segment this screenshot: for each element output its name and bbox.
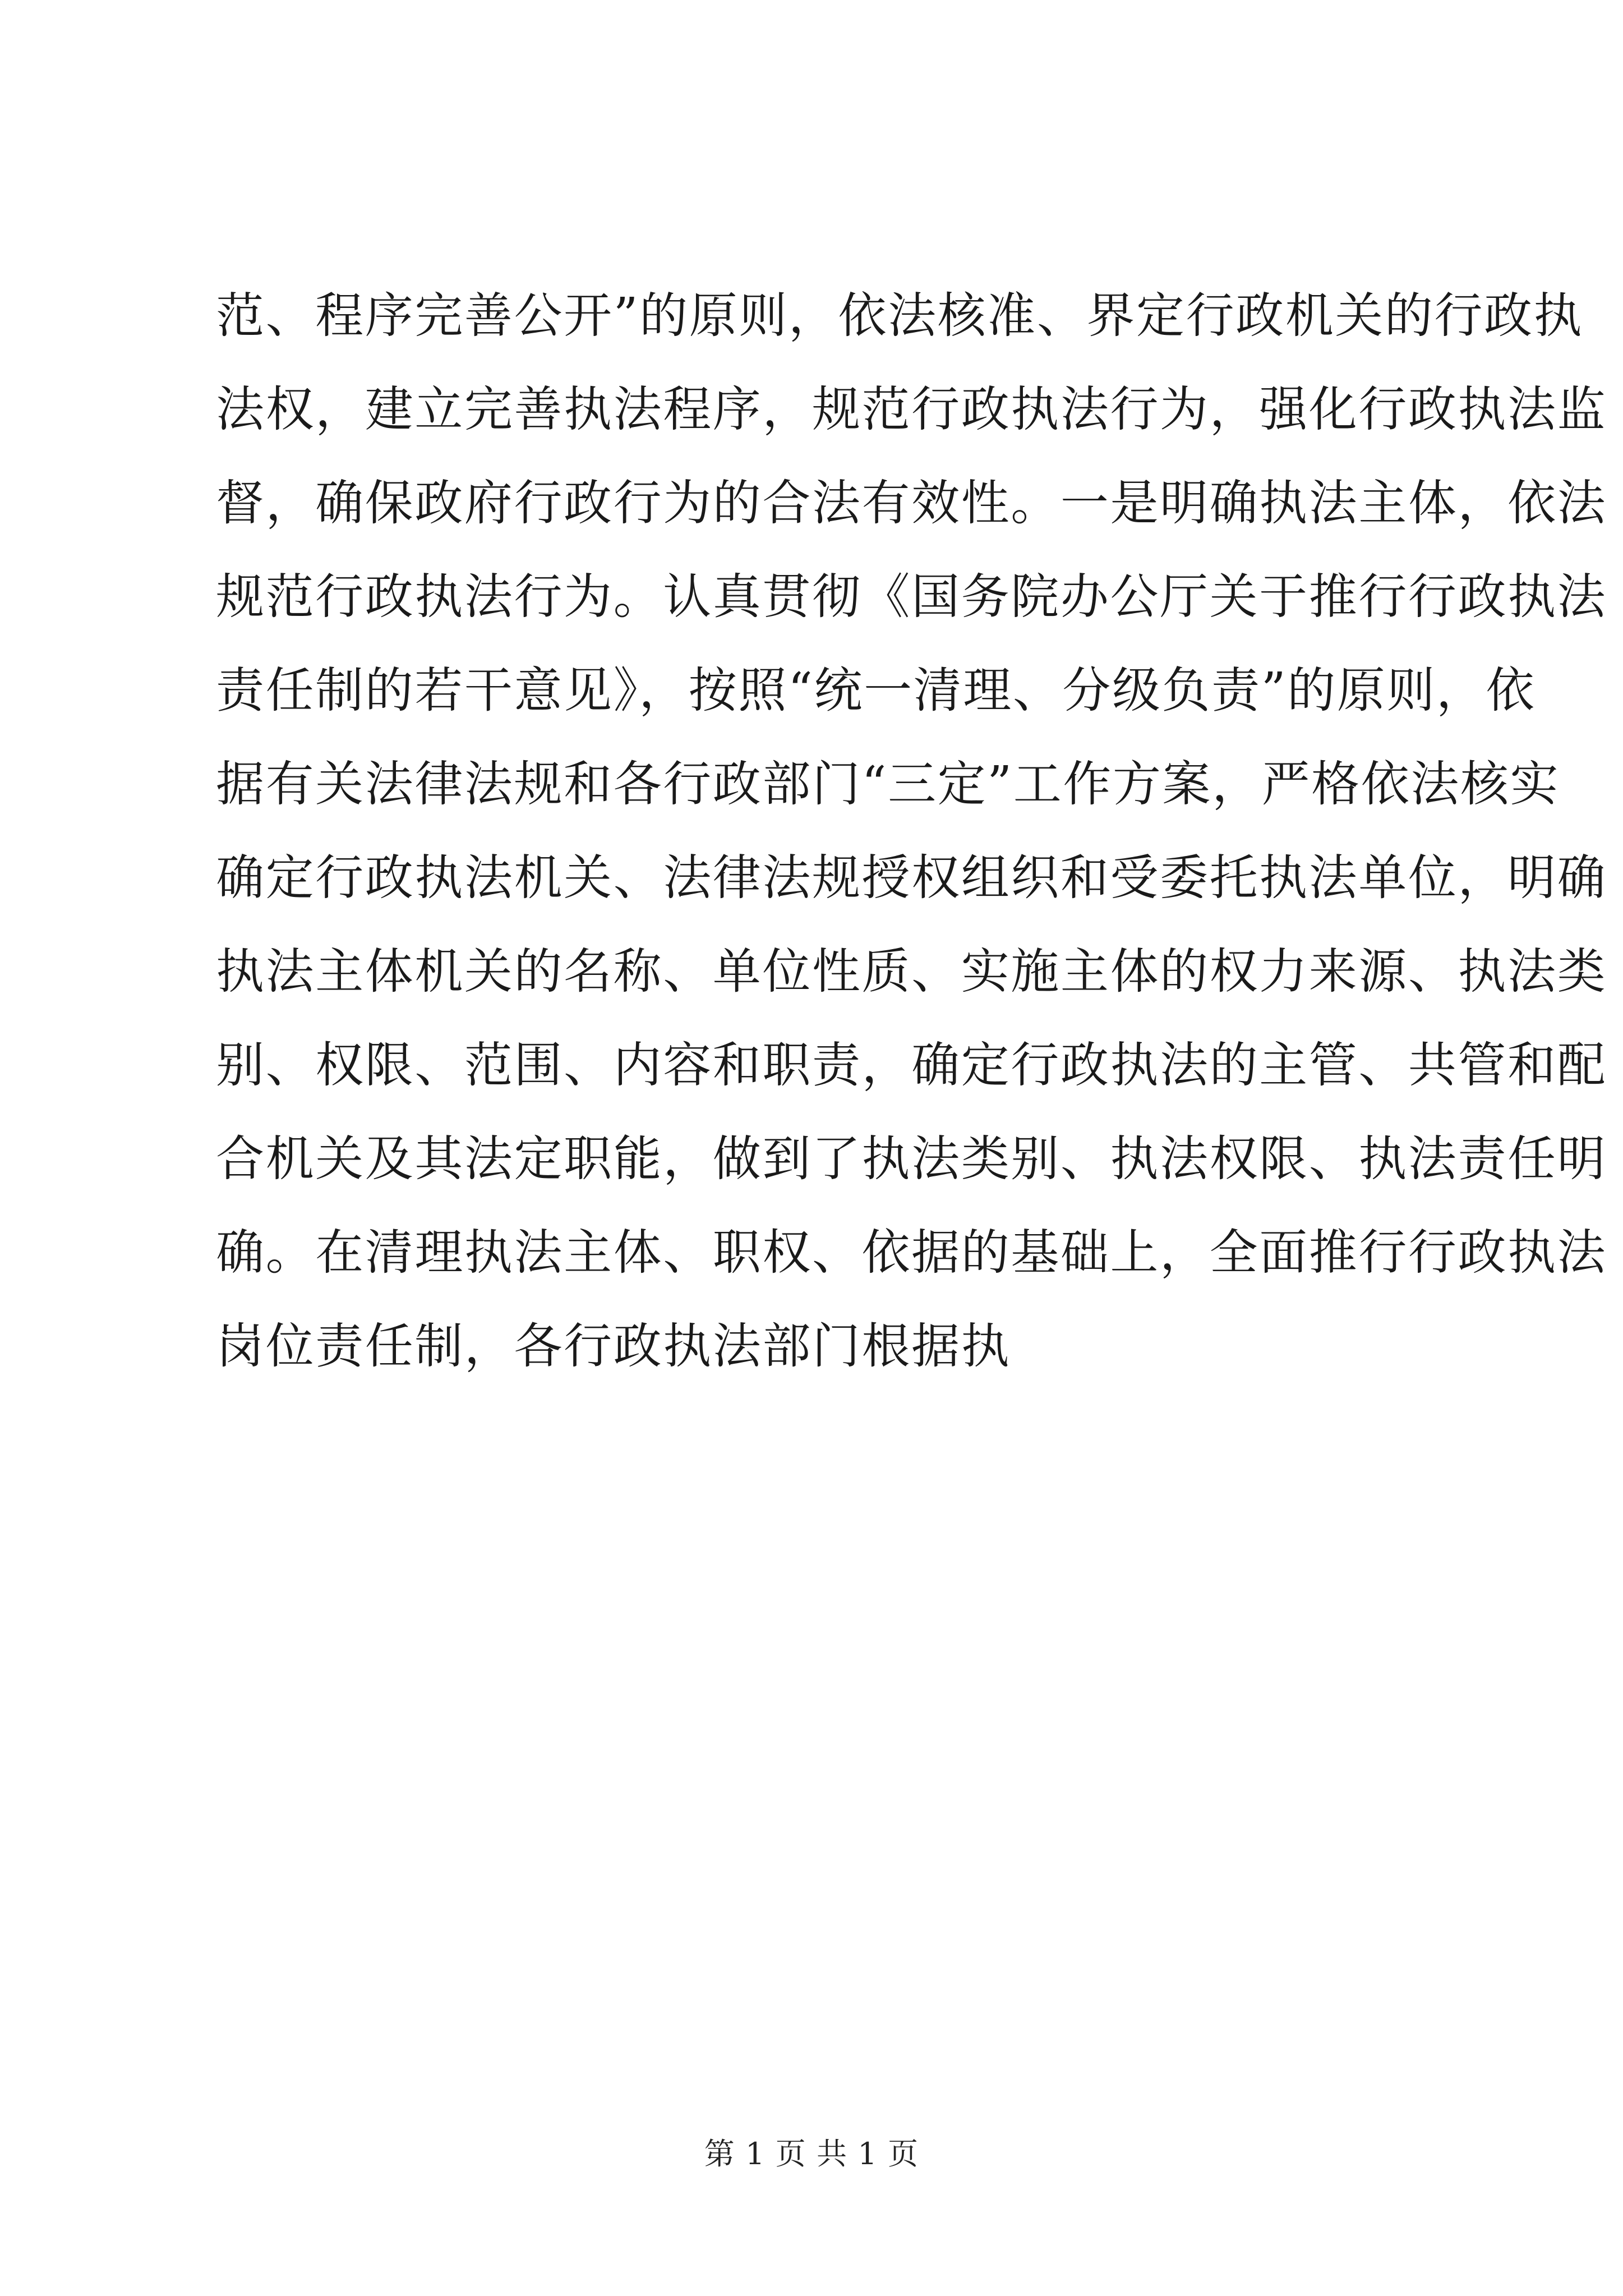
page-number-footer: 第 1 页 共 1 页 (704, 2136, 919, 2171)
text-line: 规范行政执法行为。认真贯彻《国务院办公厅关于推行行政执法 (216, 569, 1607, 625)
text-line: 范、程序完善公开”的原则，依法核准、界定行政机关的行政执 (216, 288, 1584, 344)
text-line: 确。在清理执法主体、职权、依据的基础上，全面推行行政执法 (216, 1225, 1607, 1281)
text-line: 岗位责任制，各行政执法部门根据执 (216, 1318, 1011, 1374)
text-line: 确定行政执法机关、法律法规授权组织和受委托执法单位，明确 (216, 850, 1607, 906)
text-line: 据有关法律法规和各行政部门“三定”工作方案，严格依法核实 (216, 756, 1560, 812)
text-line: 合机关及其法定职能，做到了执法类别、执法权限、执法责任明 (216, 1131, 1607, 1187)
text-line: 执法主体机关的名称、单位性质、实施主体的权力来源、执法类 (216, 944, 1607, 1000)
text-line: 责任制的若干意见》，按照“统一清理、分级负责”的原则，依 (216, 662, 1536, 719)
text-line: 别、权限、范围、内容和职责，确定行政执法的主管、共管和配 (216, 1037, 1607, 1093)
text-line: 督，确保政府行政行为的合法有效性。一是明确执法主体，依法 (216, 475, 1607, 531)
text-line: 法权，建立完善执法程序，规范行政执法行为，强化行政执法监 (216, 381, 1607, 438)
body-paragraph (216, 269, 1607, 1393)
